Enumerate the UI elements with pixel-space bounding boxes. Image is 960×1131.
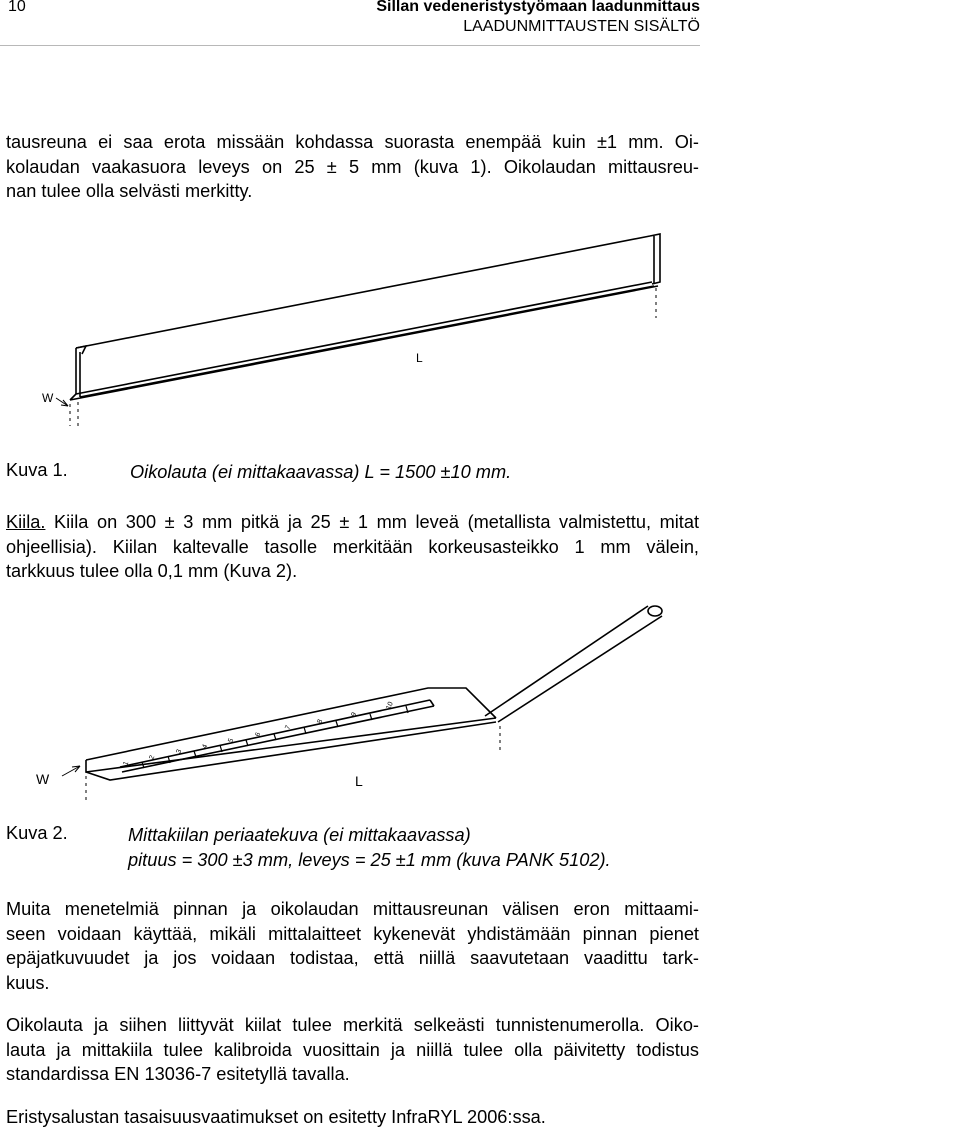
wedge-scale-mark: 2 [148,754,157,761]
paragraph-other-methods [6,897,699,995]
measuring-wedge-figure [30,600,680,810]
header-divider [0,45,700,46]
straightedge-top-edge [76,236,650,348]
paragraph-line: Muita menetelmiä pinnan ja oikolaudan mittausreunan välisen eron mittaami- [6,899,699,919]
paragraph-requirements [6,1105,699,1130]
straightedge-figure [30,222,670,442]
paragraph-line: nan tulee olla selvästi merkitty. [6,181,253,201]
wedge-slope-top [86,688,496,760]
wedge-scale-mark: 3 [175,748,184,755]
wedge-scale-mark: 1 [122,760,131,767]
paragraph-line: epäjatkuvuudet ja jos voidaan todistaa, että niillä saavutetaan vaadittu tark- [6,948,699,968]
paragraph-line: Oikolauta ja siihen liittyvät kiilat tulee merkitä selkeästi tunnistenumerolla. Oiko- [6,1015,699,1035]
paragraph-calibration [6,1013,699,1087]
figure2-caption-text [128,823,611,872]
wedge-scale-mark: 5 [227,737,236,744]
paragraph-line: ohjeellisia). Kiilan kaltevalle tasolle merkitään korkeusasteikko 1 mm välein, [6,536,699,557]
straightedge-width-label: W [42,391,54,405]
paragraph-straightedge-tolerance [6,130,699,204]
wedge-scale-mark: 6 [254,731,263,738]
paragraph-line: tarkkuus tulee olla 0,1 mm (Kuva 2). [6,561,298,581]
wedge-scale-mark: 4 [201,743,210,750]
figure1-caption-label: Kuva 1. [6,460,68,480]
paragraph-line: seen voidaan käyttää, mikäli mittalaitteet kykenevät yhdistämään pinnan pienet [6,923,699,944]
wedge-handle-bottom [498,616,662,722]
figure1-caption-text: Oikolauta (ei mittakaavassa) L = 1500 ±10 mm. [130,462,512,482]
paragraph-wedge [6,510,699,584]
paragraph-line: kuus. [6,972,50,993]
wedge-scale-mark: 8 [316,718,325,725]
wedge-scale-mark: 10 [385,700,395,711]
paragraph-line: kolaudan vaakasuora leveys on 25 ± 5 mm (kuva 1). Oikolaudan mittausreu- [6,156,699,177]
figure2-caption-label: Kuva 2. [6,823,68,843]
caption-line: pituus = 300 ±3 mm, leveys = 25 ±1 mm (kuva PANK 5102). [128,849,611,870]
paragraph-line: standardissa EN 13036-7 esitetyllä tavalla. [6,1064,350,1084]
keyword-wedge: Kiila. [6,512,46,532]
paragraph-line: lauta ja mittakiila tulee kalibroida vuosittain ja niillä tulee olla päivitetty todistus [6,1039,699,1060]
section-title: LAADUNMITTAUSTEN SISÄLTÖ [463,18,700,35]
wedge-length-label: L [355,773,363,789]
paragraph-line: tausreuna ei saa erota missään kohdassa suorasta enempää kuin ±1 mm. Oi- [6,132,699,152]
wedge-handle-top [485,606,648,716]
wedge-scale-mark: 9 [350,711,359,718]
straightedge-bottom-edge [76,282,652,394]
page-number: 10 [8,0,26,15]
paragraph-line: Eristysalustan tasaisuusvaatimukset on esitetty InfraRYL 2006:ssa. [6,1107,546,1127]
straightedge-length-label: L [416,351,423,365]
wedge-slope-bottom [86,718,496,772]
wedge-scale-mark: 7 [284,724,293,731]
paragraph-line [6,510,699,535]
document-title: Sillan vedeneristystyömaan laadunmittaus [376,0,700,15]
paragraph-line-text: Kiila on 300 ± 3 mm pitkä ja 25 ± 1 mm leveä (metallista valmistettu, mitat [45,512,699,532]
caption-line: Mittakiilan periaatekuva (ei mittakaavassa) [128,825,471,845]
wedge-width-label: W [36,771,50,787]
